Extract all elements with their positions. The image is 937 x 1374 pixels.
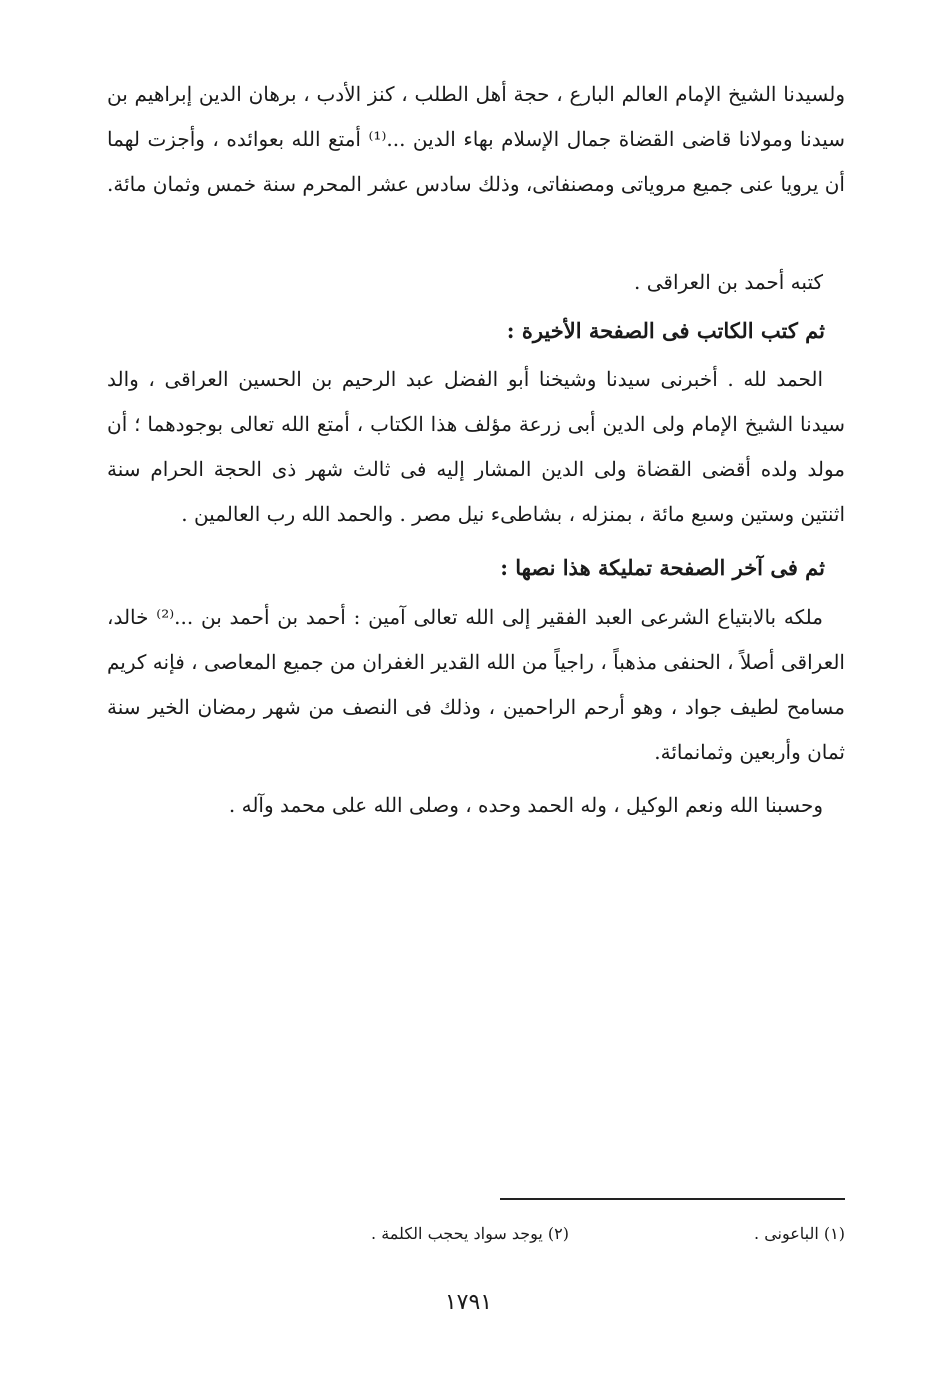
paragraph-birth-note: الحمد لله . أخبرنى سيدنا وشيخنا أبو الفضل عبد الرحيم بن الحسين العراقى ، والد سيدنا الشيخ الإمام ولى الدين أبى زرعة مؤلف هذا الكتاب ، أمتع الله تعالى بوجودهما ؛ أن مولد ولده أقضى القضاة ولى الدين المشار إليه فى ثالث شهر ذى الحجة الحرام سنة اثنتين وستين وسبع مائة ، بمنزله ، بشاطىء نيل مصر . والحمد الله رب العالمين . xyxy=(107,367,845,526)
paragraph-signature: كتبه أحمد بن العراقى . xyxy=(634,270,823,294)
paragraph-closing-prayer: وحسبنا الله ونعم الوكيل ، وله الحمد وحده ، وصلى الله على محمد وآله . xyxy=(228,793,823,817)
paragraph-ownership: ملكه بالابتياع الشرعى العبد الفقير إلى الله تعالى آمين : أحمد بن أحمد بن ...⁽²⁾ خالد، العراقى أصلاً ، الحنفى مذهباً ، راجياً من الله القدير الغفران من جميع المعاصى ، فإنه كريم مسامح لطيف جواد ، وهو أرحم الراحمين ، وذلك فى النصف من شهر رمضان الخير سنة ثمان وأربعين وثمانمائة. xyxy=(107,605,845,764)
page-number: ١٧٩١ xyxy=(444,1290,493,1315)
footnote-2: (٢) يوجد سواد يحجب الكلمة . xyxy=(371,1224,569,1243)
section-heading-last-page: ثم كتب الكاتب فى الصفحة الأخيرة : xyxy=(506,318,825,343)
paragraph-ijaza: ولسيدنا الشيخ الإمام العالم البارع ، حجة أهل الطلب ، كنز الأدب ، برهان الدين إبراهيم بن سيدنا ومولانا قاضى القضاة جمال الإسلام بهاء الدين ...⁽¹⁾ أمتع الله بعوائده ، وأجزت لهما أن يرويا عنى جميع مروياتى ومصنفاتى، وذلك سادس عشر المحرم سنة خمس وثمان مائة. xyxy=(106,82,845,196)
section-heading-ownership: ثم فى آخر الصفحة تمليكة هذا نصها : xyxy=(500,555,825,580)
footnote-1: (١) الباعونى . xyxy=(754,1224,845,1243)
footnote-divider xyxy=(500,1198,845,1200)
